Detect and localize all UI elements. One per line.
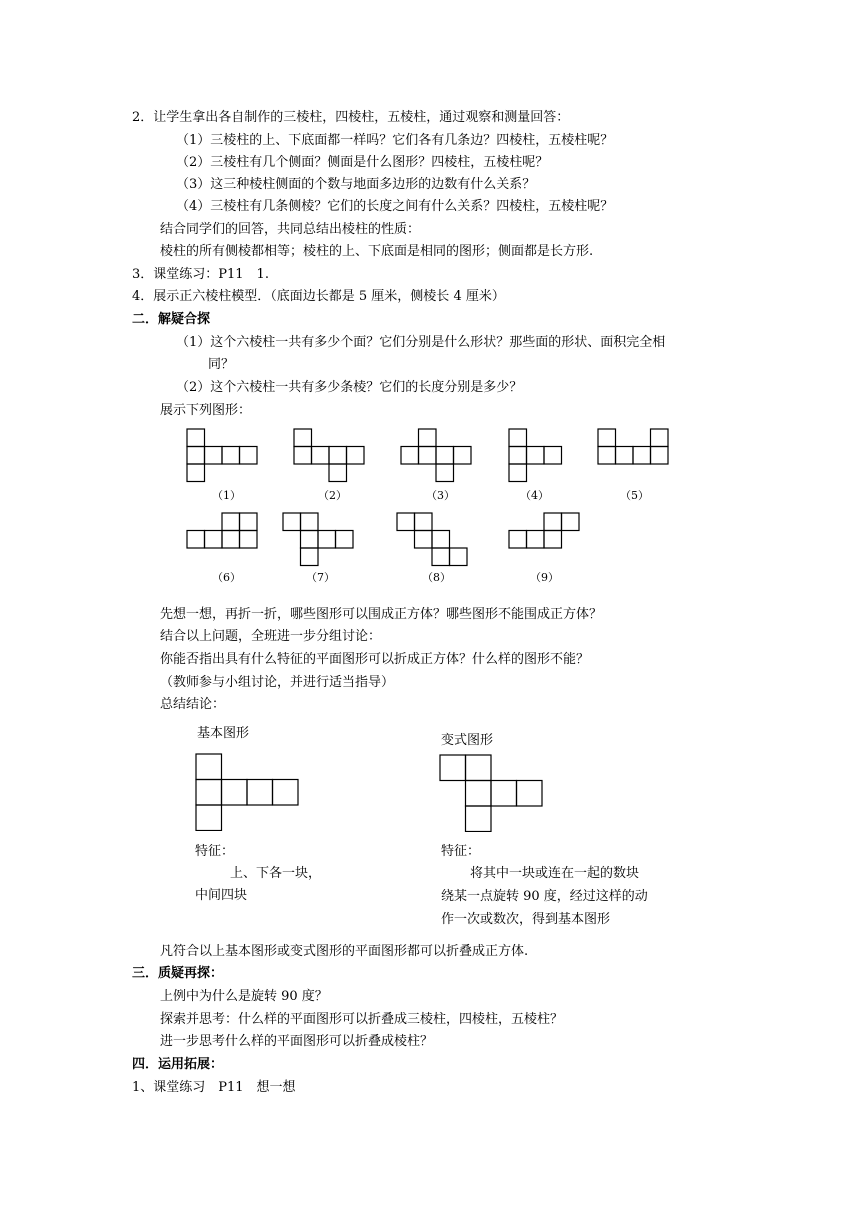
discussion-line-2: 结合以上问题，全班进一步分组讨论： xyxy=(160,629,382,644)
basic-figure-title: 基本图形 xyxy=(197,726,250,741)
figure-caption-6: （6） xyxy=(212,571,241,584)
prism-properties: 棱柱的所有侧棱都相等；棱柱的上、下底面是相同的图形；侧面都是长方形. xyxy=(160,244,594,259)
line-item-3: 3．课堂练习：P11 1. xyxy=(132,267,269,282)
teacher-note: （教师参与小组讨论，并进行适当指导） xyxy=(160,675,395,690)
figure-caption-8: （8） xyxy=(422,571,451,584)
question-2: （2）三棱柱有几个侧面？侧面是什么图形？四棱柱，五棱柱呢？ xyxy=(176,155,549,170)
cube-net-8 xyxy=(396,512,468,567)
figure-caption-1: （1） xyxy=(212,489,241,502)
cube-net-9 xyxy=(508,512,580,550)
line-item-4: 4．展示正六棱柱模型．（底面边长都是 5 厘米，侧棱长 4 厘米） xyxy=(132,289,505,304)
variant-feature-3: 作一次或数次，得到基本图形 xyxy=(441,912,611,927)
variant-feature-1: 将其中一块或连在一起的数块 xyxy=(470,866,640,881)
conclusion: 凡符合以上基本图形或变式图形的平面图形都可以折叠成正方体. xyxy=(160,944,529,959)
cube-net-4 xyxy=(508,428,564,483)
cube-net-2 xyxy=(293,428,365,483)
basic-feature-2: 中间四块 xyxy=(195,888,248,903)
exercise-line: 1、课堂练习 P11 想一想 xyxy=(132,1080,296,1095)
cube-net-1 xyxy=(186,428,258,483)
section-heading-3: 三．质疑再探： xyxy=(132,966,224,981)
variant-feature-label: 特征： xyxy=(441,844,481,859)
discussion-line-1: 先想一想，再折一折，哪些图形可以围成正方体？哪些图形不能围成正方体？ xyxy=(160,607,603,622)
hex-question-2: （2）这个六棱柱一共有多少条棱？它们的长度分别是多少？ xyxy=(176,380,523,395)
variant-feature-2: 绕某一点旋转 90 度，经过这样的动 xyxy=(441,889,648,904)
reflect-line-2: 探索并思考：什么样的平面图形可以折叠成三棱柱，四棱柱，五棱柱？ xyxy=(160,1012,564,1027)
cube-net-7 xyxy=(282,512,354,567)
hex-question-1b: 同？ xyxy=(208,357,235,372)
figure-caption-5: （5） xyxy=(620,489,649,502)
cube-net-3 xyxy=(400,428,472,483)
figure-caption-9: （9） xyxy=(530,571,559,584)
discussion-line-3: 你能否指出具有什么特征的平面图形可以折成正方体？什么样的图形不能？ xyxy=(160,652,590,667)
reflect-line-3: 进一步思考什么样的平面图形可以折叠成棱柱？ xyxy=(160,1034,434,1049)
question-1: （1）三棱柱的上、下底面都一样吗？它们各有几条边？四棱柱，五棱柱呢？ xyxy=(176,133,614,148)
line-item-2: 2．让学生拿出各自制作的三棱柱，四棱柱，五棱柱，通过观察和测量回答： xyxy=(132,110,570,125)
summary-intro: 结合同学们的回答，共同总结出棱柱的性质： xyxy=(160,222,421,237)
variant-figure-title: 变式图形 xyxy=(441,733,494,748)
show-figures-label: 展示下列图形： xyxy=(160,403,252,418)
basic-cube-net xyxy=(195,753,299,831)
question-4: （4）三棱柱有几条侧棱？它们的长度之间有什么关系？四棱柱，五棱柱呢？ xyxy=(176,199,614,214)
figure-caption-2: （2） xyxy=(318,489,347,502)
cube-net-5 xyxy=(597,428,669,466)
figure-caption-4: （4） xyxy=(520,489,549,502)
hex-question-1a: （1）这个六棱柱一共有多少个面？它们分别是什么形状？那些面的形状、面积完全相 xyxy=(176,335,666,350)
variant-cube-net xyxy=(439,754,543,832)
basic-feature-label: 特征： xyxy=(195,844,235,859)
basic-feature-1: 上、下各一块， xyxy=(230,866,322,881)
cube-net-6 xyxy=(186,512,258,550)
section-heading-4: 四．运用拓展： xyxy=(132,1057,224,1072)
reflect-line-1: 上例中为什么是旋转 90 度？ xyxy=(160,989,328,1004)
question-3: （3）这三种棱柱侧面的个数与地面多边形的边数有什么关系？ xyxy=(176,177,536,192)
figure-caption-7: （7） xyxy=(306,571,335,584)
figure-caption-3: （3） xyxy=(426,489,455,502)
summary-label: 总结结论： xyxy=(160,697,226,712)
section-heading-2: 二．解疑合探 xyxy=(132,312,211,327)
